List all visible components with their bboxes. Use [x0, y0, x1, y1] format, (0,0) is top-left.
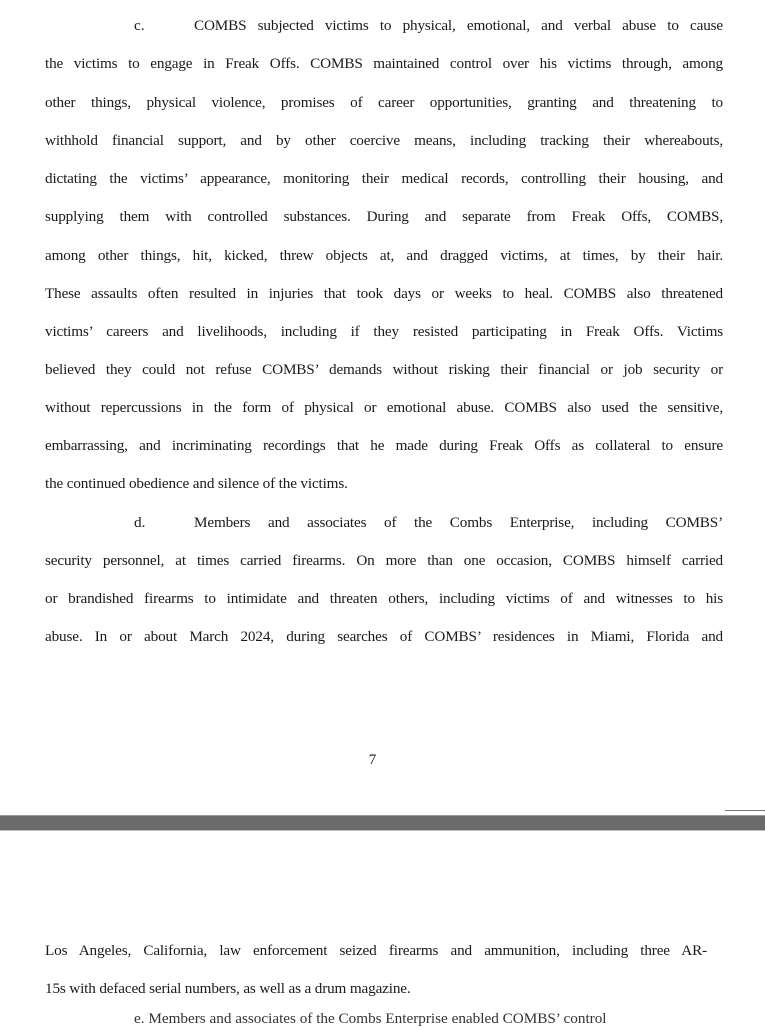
paragraph-c-line: the continued obedience and silence of the victims.	[45, 475, 348, 492]
page2-line: Los Angeles, California, law enforcement seized firearms and ammunition, including three AR-	[45, 942, 707, 959]
page-number: 7	[368, 752, 377, 768]
page-edge-mark	[725, 810, 765, 811]
paragraph-c-line: These assaults often resulted in injuries that took days or weeks to heal. COMBS also threatened	[45, 285, 723, 302]
paragraph-d-line: security personnel, at times carried firearms. On more than one occasion, COMBS himself carried	[45, 552, 723, 569]
cut-off-line: e. Members and associates of the Combs Enterprise enabled COMBS’ control	[134, 1010, 607, 1027]
paragraph-c-line: the victims to engage in Freak Offs. COMBS maintained control over his victims through, among	[45, 55, 723, 72]
paragraph-c-line: believed they could not refuse COMBS’ demands without risking their financial or job security or	[45, 361, 723, 378]
paragraph-c-line: supplying them with controlled substances. During and separate from Freak Offs, COMBS,	[45, 208, 723, 225]
paragraph-d-line: abuse. In or about March 2024, during searches of COMBS’ residences in Miami, Florida and	[45, 628, 723, 645]
paragraph-c-line: dictating the victims’ appearance, monitoring their medical records, controlling their housing, and	[45, 170, 723, 187]
paragraph-d-line: or brandished firearms to intimidate and threaten others, including victims of and witnesses to his	[45, 590, 723, 607]
paragraph-c-line: other things, physical violence, promises of career opportunities, granting and threatening to	[45, 94, 723, 111]
paragraph-c-line: COMBS subjected victims to physical, emotional, and verbal abuse to cause	[194, 17, 723, 34]
paragraph-marker-c: c.	[134, 17, 145, 34]
cut-off-paragraph-e	[45, 1010, 725, 1027]
paragraph-c-line: without repercussions in the form of physical or emotional abuse. COMBS also used the sensitive,	[45, 399, 723, 416]
paragraph-c-line: among other things, hit, kicked, threw objects at, and dragged victims, at times, by their hair.	[45, 247, 723, 264]
paragraph-d-line: Members and associates of the Combs Enterprise, including COMBS’	[194, 514, 723, 531]
paragraph-marker-d: d.	[134, 514, 146, 531]
paragraph-c-line: withhold financial support, and by other coercive means, including tracking their whereabouts,	[45, 132, 723, 149]
paragraph-c-line: embarrassing, and incriminating recordings that he made during Freak Offs as collateral to ensure	[45, 437, 723, 454]
page-separator	[0, 815, 765, 831]
page2-line: 15s with defaced serial numbers, as well as a drum magazine.	[45, 980, 411, 997]
paragraph-c-line: victims’ careers and livelihoods, including if they resisted participating in Freak Offs. Victims	[45, 323, 723, 340]
